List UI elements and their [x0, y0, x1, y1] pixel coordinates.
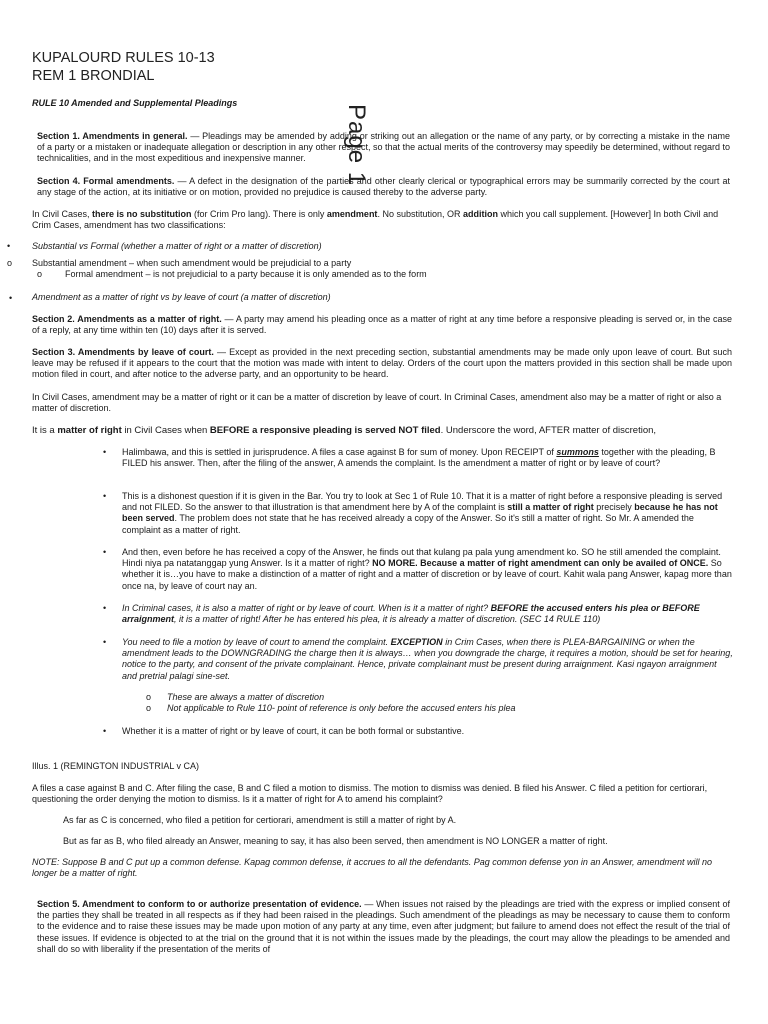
list-item-dishonest-question: This is a dishonest question if it is given in the Bar. You try to look at Sec 1 of Rule 10. That it is a matter of right before a responsive pleading is served and not FILED. So the answer to that illustration is that amendment here by A of the complaint is still a matter of right precisely because he has not been served. The problem does not state that he has received already a copy of the Answer. So it's still a matter of right. So Mr. A amended the complaint as a matter of right.	[122, 491, 723, 535]
illustration-heading: Illus. 1 (REMINGTON INDUSTRIAL v CA)	[32, 761, 200, 771]
section-4-paragraph: Section 4. Formal amendments. — A defect in the designation of the parties and other clearly clerical or typographical errors may be summarily corrected by the court at any stage of the action, at its initiative or on motion, provided no prejudice is caused thereby to the adverse party.	[37, 176, 730, 198]
list-item-substantial-amendment: Substantial amendment – when such amendment would be prejudicial to a party	[32, 258, 352, 268]
sub-bullet-marker: o	[37, 269, 43, 279]
bullet-marker: •	[103, 726, 107, 736]
civil-criminal-paragraph: In Civil Cases, amendment may be a matter of right or it can be a matter of discretion by leave of court. In Criminal Cases, amendment also may be a matter of right or also a matter of discretion.	[32, 392, 722, 414]
section-2-heading: Section 2. Amendments as a matter of right.	[32, 314, 222, 324]
section-5-paragraph: Section 5. Amendment to conform to or authorize presentation of evidence. — When issues not raised by the pleadings are tried with the express or implied consent of the parties they shall be treated in all respects as if they had been raised in the pleadings. Such amendment of the pleadings as may be necessary to cause them to conform to the evidence and to raise these issues may be made upon motion of any party at any time, even after judgment; but failure to amend does not effect the result of the trial of these issues. If evidence is objected to at the trial on the ground that it is not within the issues made by the pleadings, the court may allow the pleadings to be amended and shall do so with liberality if the presentation of the merits of	[37, 899, 730, 954]
bullet-marker: •	[7, 241, 11, 251]
list-item-formal-amendment: Formal amendment – is not prejudicial to a party because it is only amended as to the form	[65, 269, 427, 279]
list-item-halimbawa: Halimbawa, and this is settled in jurisprudence. A files a case against B for sum of money. Upon RECEIPT of summons together with the pleading, B FILED his answer. Then, after the filing of the answer, A amends the complaint. Is the amendment a matter of right or by leave of court?	[122, 447, 716, 469]
section-2-paragraph: Section 2. Amendments as a matter of right. — A party may amend his pleading once as a matter of right at any time before a responsive pleading is served or, in the case of a reply, at any time within ten (10) days after it is served.	[32, 314, 732, 336]
illustration-paragraph: A files a case against B and C. After filing the case, B and C filed a motion to dismiss. The motion to dismiss was denied. B filed his Answer. C filed a petition for certiorari, questioning the order denying the motion to dismiss. Is it a matter of right for A to amend his complaint?	[32, 783, 708, 805]
civil-cases-paragraph: In Civil Cases, there is no substitution (for Crim Pro lang). There is only amendment. No substitution, OR addition which you call supplement. [However] In both Civil and Crim Cases, amendment has two classifications:	[32, 209, 719, 231]
header-title: KUPALOURD RULES 10-13	[32, 50, 215, 66]
section-4-heading: Section 4. Formal amendments.	[37, 176, 175, 186]
bullet-marker: •	[103, 547, 107, 557]
matter-of-right-paragraph: It is a matter of right in Civil Cases when BEFORE a responsive pleading is served NOT filed. Underscore the word, AFTER matter of discretion,	[32, 425, 657, 436]
sub-bullet-marker: o	[7, 258, 13, 268]
list-item-exception-plea-bargaining: You need to file a motion by leave of court to amend the complaint. EXCEPTION in Crim Cases, when there is PLEA-BARGAINING or when the amendment leads to the DOWNGRADING the charge then it is always… when you downgrade the charge, it requires a motion, should be set for hearing, notice to the party, and consent of the private complainant. Hence, private complainant must be present during arraignment. Kasi ngayon arraignment and pretrial palagi sine-set.	[122, 637, 733, 681]
as-far-as-b-paragraph: But as far as B, who filed already an Answer, meaning to say, it has also been served, then amendment is NO LONGER a matter of right.	[63, 836, 608, 846]
bullet-marker: •	[103, 447, 107, 457]
section-1-body: Pleadings may be amended by adding or striking out an allegation or the name of any party, or by correcting a mistake in the name of a party or a mistaken or inadequate allegation or description in any other respect, so that the actual merits of the controversy may speedily be determined, without regard to technicalities, and in the most expeditious and inexpensive manner.	[37, 131, 730, 164]
bullet-marker: •	[103, 491, 107, 501]
bullet-marker: •	[103, 603, 107, 613]
rule-title: RULE 10 Amended and Supplemental Pleadings	[32, 98, 238, 108]
list-item-more-than-once: And then, even before he has received a copy of the Answer, he finds out that kulang pa pala yung amendment ko. SO he still amended the complaint. Hindi niya pa natatanggap yung Answer. Is it a matter of right? NO MORE. Because a matter of right amendment can only be availed of ONCE. So whether it is…you have to make a distinction of a matter of right and a matter of discretion or by leave of court. Kahit wala pang Answer, kapag more than once na, by leave of court nay an.	[122, 547, 732, 591]
section-4-body: A defect in the designation of the parties and other clearly clerical or typographical errors may be summarily corrected by the court at any stage of the action, at its initiative or on motion, provided no prejudice is caused thereby to the adverse party.	[37, 176, 730, 198]
section-1-paragraph: Section 1. Amendments in general. — Pleadings may be amended by adding or striking out an allegation or the name of any party, or by correcting a mistake in the name of a party or a mistaken or inadequate allegation or description in any other respect, so that the actual merits of the controversy may speedily be determined, without regard to technicalities, and in the most expeditious and inexpensive manner.	[37, 131, 730, 164]
header-subtitle: REM 1 BRONDIAL	[32, 68, 155, 84]
sub-item-rule-110: Not applicable to Rule 110- point of reference is only before the accused enters his plea	[167, 703, 516, 713]
section-3-heading: Section 3. Amendments by leave of court.	[32, 347, 214, 357]
section-3-body: Except as provided in the next preceding section, substantial amendments may be made only upon leave of court. But such leave may be refused if it appears to the court that the motion was made with intent to delay. Orders of the court upon the matters provided in this section shall be made upon motion filed in court, and after notice to the adverse party, and an opportunity to be heard.	[32, 347, 732, 380]
section-5-heading: Section 5. Amendment to conform to or authorize presentation of evidence.	[37, 899, 362, 909]
sub-item-discretion: These are always a matter of discretion	[167, 692, 325, 702]
section-3-paragraph: Section 3. Amendments by leave of court. — Except as provided in the next preceding section, substantial amendments may be made only upon leave of court. But such leave may be refused if it appears to the court that the motion was made with intent to delay. Orders of the court upon the matters provided in this section shall be made upon motion filed in court, and after notice to the adverse party, and an opportunity to be heard.	[32, 347, 732, 380]
sub-bullet-marker: o	[146, 692, 152, 702]
bullet-marker: •	[9, 293, 13, 303]
document-header	[32, 49, 215, 85]
section-5-body: When issues not raised by the pleadings are tried with the express or implied consent of the parties they shall be treated in all respects as if they had been raised in the pleadings. Such amendment of the pleadings as may be necessary to cause them to conform to the evidence and to raise these issues may be made upon motion of any party at any time, even after judgment; but failure to amend does not effect the result of the trial of these issues. If evidence is objected to at the trial on the ground that it is not within the issues made by the pleadings, the court may allow the pleadings to be amended and shall do so with liberality if the presentation of the merits of	[37, 899, 730, 954]
list-item-criminal-cases: In Criminal cases, it is also a matter of right or by leave of court. When is it a matter of right? BEFORE the accused enters his plea or BEFORE arraignment, it is a matter of right! After he has entered his plea, it is already a matter of discretion. (SEC 14 RULE 110)	[122, 603, 700, 625]
section-2-body: A party may amend his pleading once as a matter of right at any time before a responsive pleading is served or, in the case of a reply, at any time within ten (10) days after it is served.	[32, 314, 732, 336]
as-far-as-c-paragraph: As far as C is concerned, who filed a petition for certiorari, amendment is still a matter of right by A.	[63, 815, 457, 825]
bullet-marker: •	[103, 637, 107, 647]
page-watermark: Page 1	[343, 104, 370, 187]
list-item-matter-of-right: Amendment as a matter of right vs by leave of court (a matter of discretion)	[32, 292, 331, 302]
note-paragraph: NOTE: Suppose B and C put up a common defense. Kapag common defense, it accrues to all the defendants. Pag common defense yon in an Answer, amendment will no longer be a matter of right.	[32, 857, 713, 879]
list-item-substantial-vs-formal: Substantial vs Formal (whether a matter of right or a matter of discretion)	[32, 241, 322, 251]
list-item-formal-or-substantive: Whether it is a matter of right or by leave of court, it can be both formal or substantive.	[122, 726, 465, 736]
section-1-heading: Section 1. Amendments in general.	[37, 131, 188, 141]
sub-bullet-marker: o	[146, 703, 152, 713]
